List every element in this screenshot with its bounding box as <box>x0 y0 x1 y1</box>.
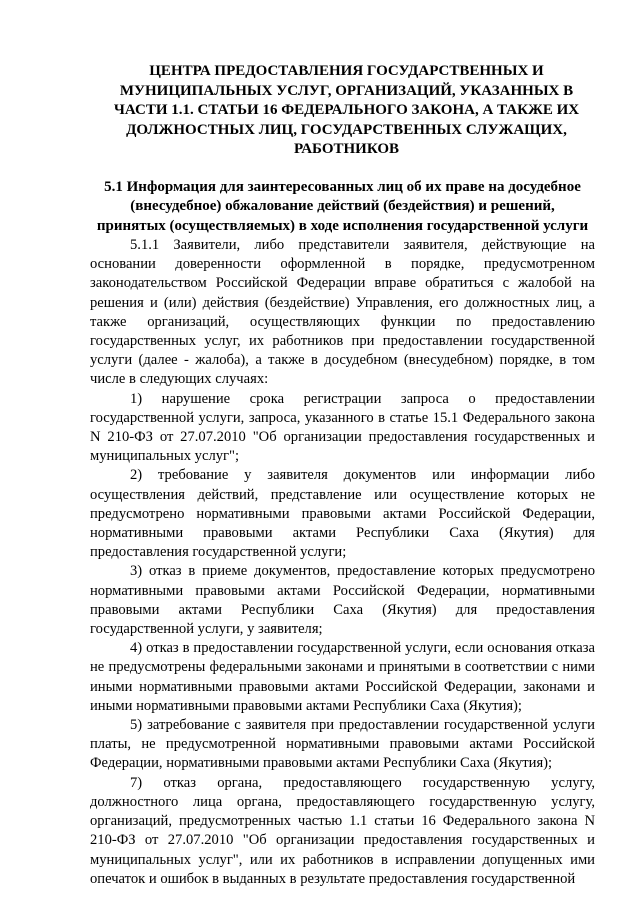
list-item-7: 7) отказ органа, предоставляющего государственную услугу, должностного лица органа, предоставляющего государственную услугу, организаций, предусмотренных частью 1.1 статьи 16 Федерального закона N 210-ФЗ от 27.07.2010 "Об организации предоставления государственных и муниципальных услуг", или их работников в исправлении допущенных ими опечаток и ошибок в выданных в результате предоставления государственной <box>90 774 595 887</box>
list-item-1: 1) нарушение срока регистрации запроса о предоставлении государственной услуги, запроса, указанного в статье 15.1 Федерального закона N 210-ФЗ от 27.07.2010 "Об организации предоставления государственных и муниципальных услуг"; <box>90 390 595 465</box>
document-page <box>90 62 595 889</box>
document-heading: ЦЕНТРА ПРЕДОСТАВЛЕНИЯ ГОСУДАРСТВЕННЫХ И МУНИЦИПАЛЬНЫХ УСЛУГ, ОРГАНИЗАЦИЙ, УКАЗАННЫХ В ЧАСТИ 1.1. СТАТЬИ 16 ФЕДЕРАЛЬНОГО ЗАКОНА, А ТАКЖЕ ИХ ДОЛЖНОСТНЫХ ЛИЦ, ГОСУДАРСТВЕННЫХ СЛУЖАЩИХ, РАБОТНИКОВ <box>113 63 580 157</box>
paragraph-5-1-1: 5.1.1 Заявители, либо представители заявителя, действующие на основании доверенности оформленной в порядке, предусмотренном законодательством Российской Федерации вправе обратиться с жалобой на решения и (или) действия (бездействие) Управления, его должностных лиц, а также организаций, осуществляющих функции по предоставлению государственных услуг, их работников при предоставлении государственной услуги (далее - жалоба), а также в досудебном (внесудебном) порядке, в том числе в следующих случаях: <box>90 237 595 388</box>
list-item-3: 3) отказ в приеме документов, предоставление которых предусмотрено нормативными правовыми актами Российской Федерации, нормативными правовыми актами Республики Саха (Якутия) для предоставления государственной услуги, у заявителя; <box>90 563 595 638</box>
list-item-5: 5) затребование с заявителя при предоставлении государственной услуги платы, не предусмотренной нормативными правовыми актами Российской Федерации, нормативными правовыми актами Республики Саха (Якутия); <box>90 717 595 772</box>
list-item-4: 4) отказ в предоставлении государственной услуги, если основания отказа не предусмотрены федеральными законами и принятыми в соответствии с ними иными нормативными правовыми актами Российской Федерации, законами и иными нормативными правовыми актами Республики Саха (Якутия); <box>90 640 595 714</box>
section-title: 5.1 Информация для заинтересованных лиц об их праве на досудебное (внесудебное) обжалование действий (бездействия) и решений, принятых (осуществляемых) в ходе исполнения государственной услуги <box>96 178 589 234</box>
list-item-2: 2) требование у заявителя документов или информации либо осуществления действий, представление или осуществление которых не предусмотрено нормативными правовыми актами Российской Федерации, нормативными правовыми актами Республики Саха (Якутия) для предоставления государственной услуги; <box>90 467 595 561</box>
